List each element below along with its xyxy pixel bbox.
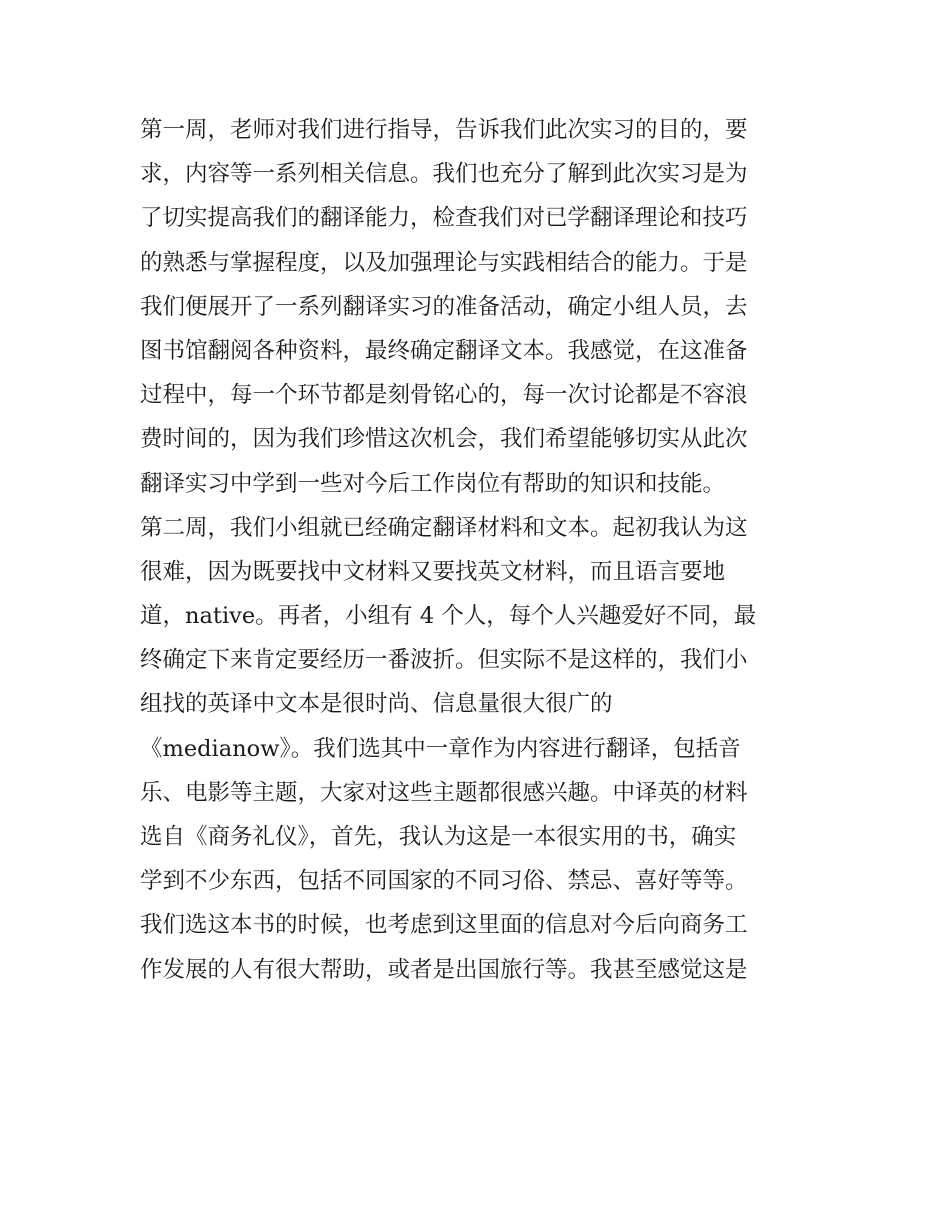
text-line: 的熟悉与掌握程度，以及加强理论与实践相结合的能力。于是	[140, 249, 748, 276]
text-line: 了切实提高我们的翻译能力，检查我们对已学翻译理论和技巧	[140, 205, 748, 232]
text-line: 乐、电影等主题，大家对这些主题都很感兴趣。中译英的材料	[140, 779, 748, 806]
text-line: 过程中，每一个环节都是刻骨铭心的，每一次讨论都是不容浪	[140, 382, 748, 409]
text-line: 图书馆翻阅各种资料，最终确定翻译文本。我感觉，在这准备	[140, 337, 748, 364]
text-line: 学到不少东西，包括不同国家的不同习俗、禁忌、喜好等等。	[140, 868, 748, 895]
text-line: 选自《商务礼仪》，首先，我认为这是一本很实用的书，确实	[140, 824, 737, 850]
text-line: 求，内容等一系列相关信息。我们也充分了解到此次实习是为	[140, 161, 748, 188]
text-line: 组找的英译中文本是很时尚、信息量很大很广的	[140, 691, 613, 718]
body-text	[140, 108, 820, 992]
text-line: 第一周，老师对我们进行指导，告诉我们此次实习的目的，要	[140, 117, 748, 143]
text-line: 我们便展开了一系列翻译实习的准备活动，确定小组人员，去	[140, 293, 748, 320]
text-line: 我们选这本书的时候，也考虑到这里面的信息对今后向商务工	[140, 912, 748, 939]
text-line: 第二周，我们小组就已经确定翻译材料和文本。起初我认为这	[140, 514, 748, 541]
text-line: 终确定下来肯定要经历一番波折。但实际不是这样的，我们小	[140, 647, 748, 674]
text-line: 作发展的人有很大帮助，或者是出国旅行等。我甚至感觉这是	[140, 956, 748, 983]
text-line: 道，native。再者，小组有 4 个人，每个人兴趣爱好不同，最	[140, 603, 757, 630]
text-line: 翻译实习中学到一些对今后工作岗位有帮助的知识和技能。	[140, 470, 726, 497]
text-line: 《medianow》。我们选其中一章作为内容进行翻译，包括音	[140, 735, 741, 762]
text-line: 费时间的，因为我们珍惜这次机会，我们希望能够切实从此次	[140, 426, 748, 453]
text-line: 很难，因为既要找中文材料又要找英文材料，而且语言要地	[140, 558, 726, 585]
